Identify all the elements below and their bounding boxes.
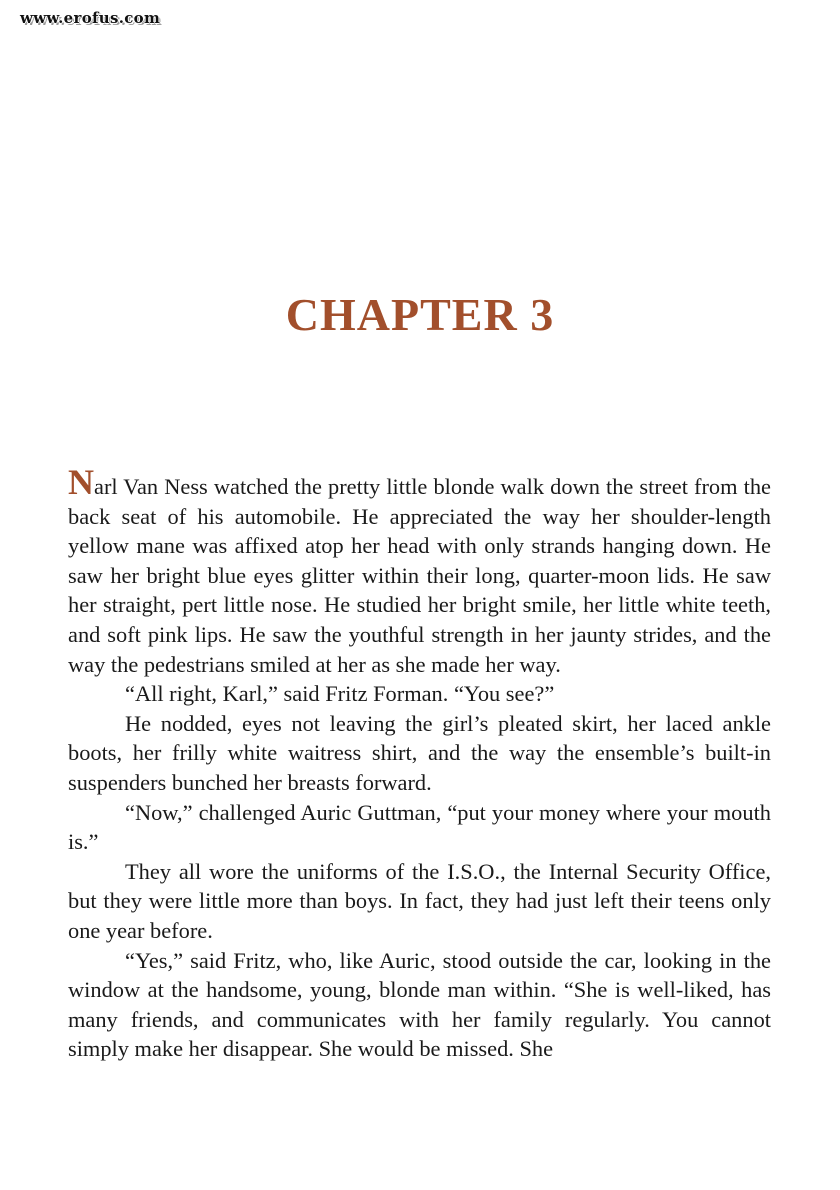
chapter-title: CHAPTER 3 <box>285 289 555 340</box>
paragraph-text: arl Van Ness watched the pretty little blonde walk down the street from the back seat of his automobile. He appreciated the way her shoulder-length yellow mane was affixed atop her head with only strands hanging down. He saw her bright blue eyes glitter within their long, quarter-moon lids. He saw her straight, pert little nose. He studied her bright smile, her little white teeth, and soft pink lips. He saw the youthful strength in her jaunty strides, and the way the pedestrians smiled at her as she made her way. <box>68 474 771 677</box>
paragraph-2: “All right, Karl,” said Fritz Forman. “You see?” <box>125 681 555 707</box>
site-watermark: www.erofus.com <box>20 9 161 27</box>
paragraph-4: “Now,” challenged Auric Guttman, “put your money where your mouth is.” <box>68 799 771 855</box>
drop-cap: N <box>68 462 94 502</box>
chapter-body <box>68 462 771 1064</box>
paragraph-1 <box>68 462 771 679</box>
paragraph-3: He nodded, eyes not leaving the girl’s pleated skirt, her laced ankle boots, her frilly white waitress shirt, and the way the ensemble’s built-in suspenders bunched her breasts forward. <box>68 710 771 795</box>
paragraph-5: They all wore the uniforms of the I.S.O., the Internal Security Office, but they were little more than boys. In fact, they had just left their teens only one year before. <box>68 858 771 943</box>
paragraph-6: “Yes,” said Fritz, who, like Auric, stood outside the car, looking in the window at the handsome, young, blonde man within. “She is well-liked, has many friends, and communicates with her family regularly. You cannot simply make her disappear. She would be missed. She <box>68 947 771 1062</box>
